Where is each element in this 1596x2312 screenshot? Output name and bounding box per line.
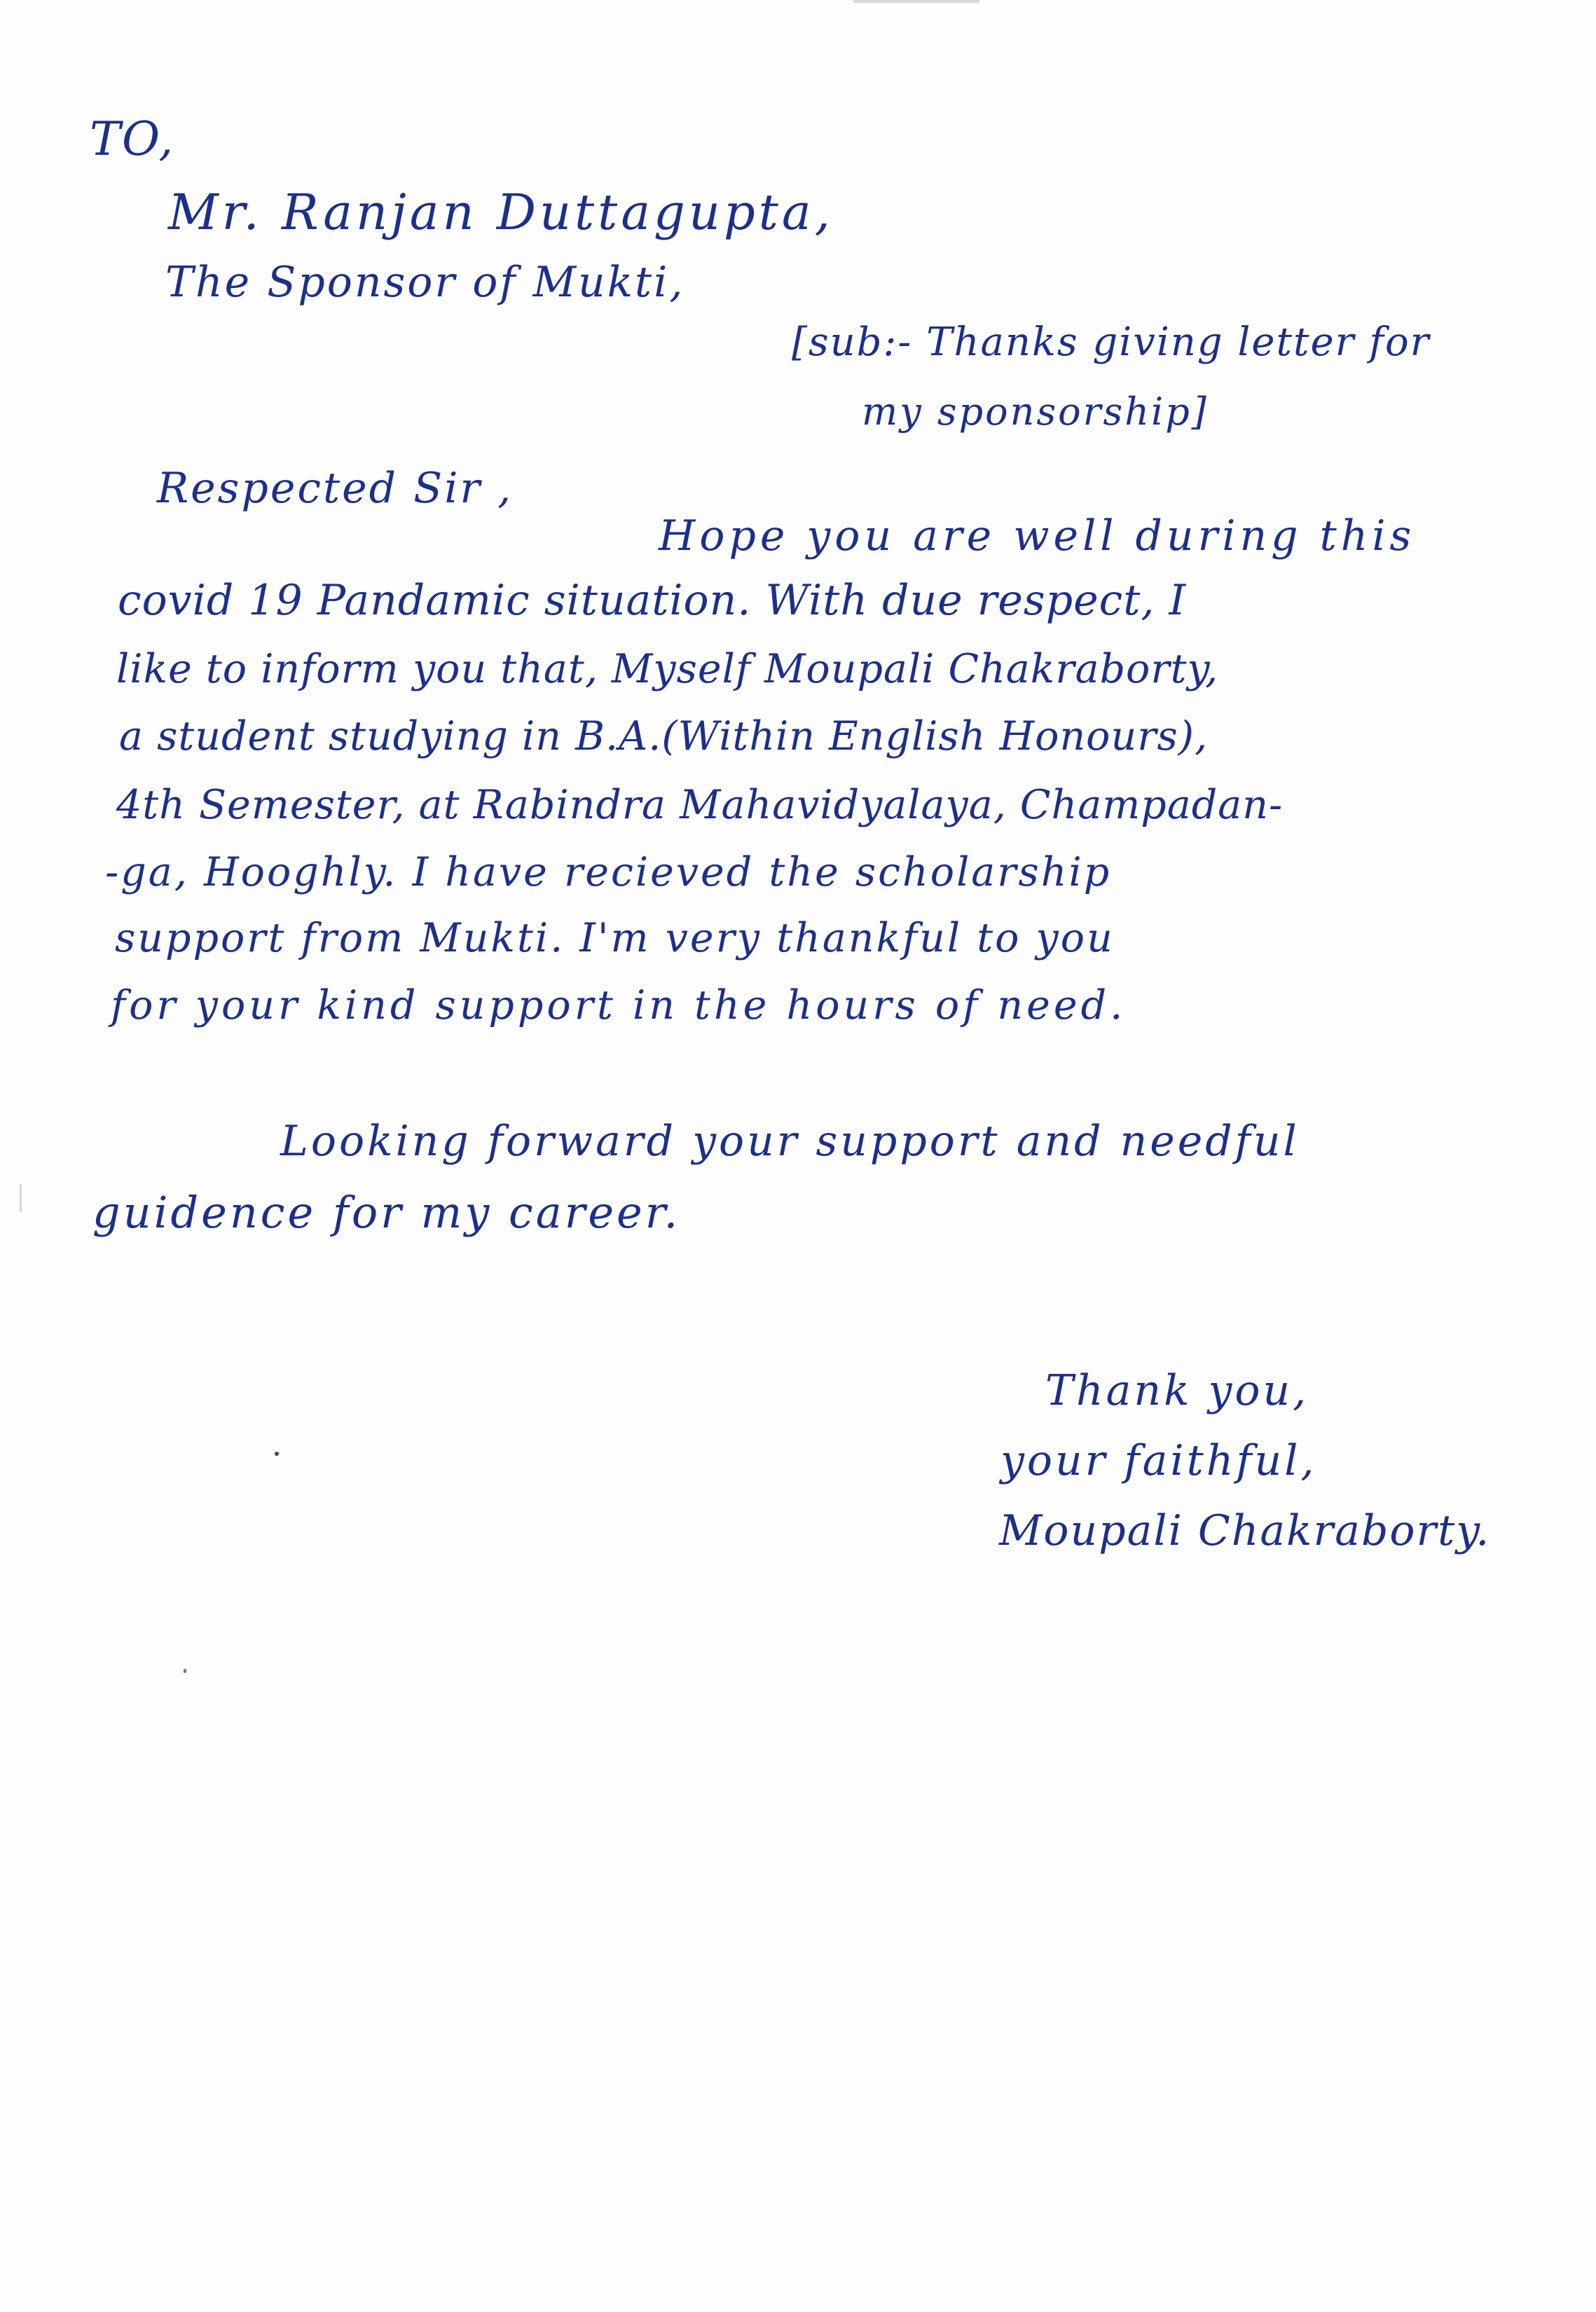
salutation: Respected Sir ,	[157, 464, 514, 513]
subject-line-2: my sponsorship]	[862, 390, 1209, 434]
body-line: support from Mukti. I'm very thankful to you	[115, 915, 1115, 961]
recipient-to: TO,	[90, 112, 175, 166]
ink-dot	[184, 1669, 186, 1673]
body-line: Hope you are well during this	[659, 511, 1416, 560]
closing-paragraph-line: guidence for my career.	[92, 1187, 681, 1238]
signature: Moupali Chakraborty.	[999, 1506, 1491, 1555]
scan-edge-mark	[853, 0, 979, 3]
body-line: a student studying in B.A.(Within English Honours),	[119, 713, 1209, 759]
body-line: covid 19 Pandamic situation. With due respect, I	[118, 576, 1187, 625]
recipient-name: Mr. Ranjan Duttagupta,	[168, 184, 834, 241]
body-line: for your kind support in the hours of need.	[111, 982, 1127, 1028]
signoff-closing: your faithful,	[1000, 1436, 1317, 1485]
ink-dot	[275, 1452, 279, 1456]
body-line: 4th Semester, at Rabindra Mahavidyalaya, Champadan-	[116, 782, 1284, 828]
body-line: like to inform you that, Myself Moupali Chakraborty,	[116, 646, 1219, 692]
subject-line-1: [sub:- Thanks giving letter for	[792, 319, 1431, 365]
scan-edge-mark	[20, 1184, 22, 1212]
recipient-title: The Sponsor of Mukti,	[165, 258, 685, 307]
closing-paragraph-line: Looking forward your support and needful	[280, 1117, 1300, 1166]
body-line: -ga, Hooghly. I have recieved the scholarship	[105, 849, 1112, 895]
signoff-thanks: Thank you,	[1045, 1366, 1309, 1415]
